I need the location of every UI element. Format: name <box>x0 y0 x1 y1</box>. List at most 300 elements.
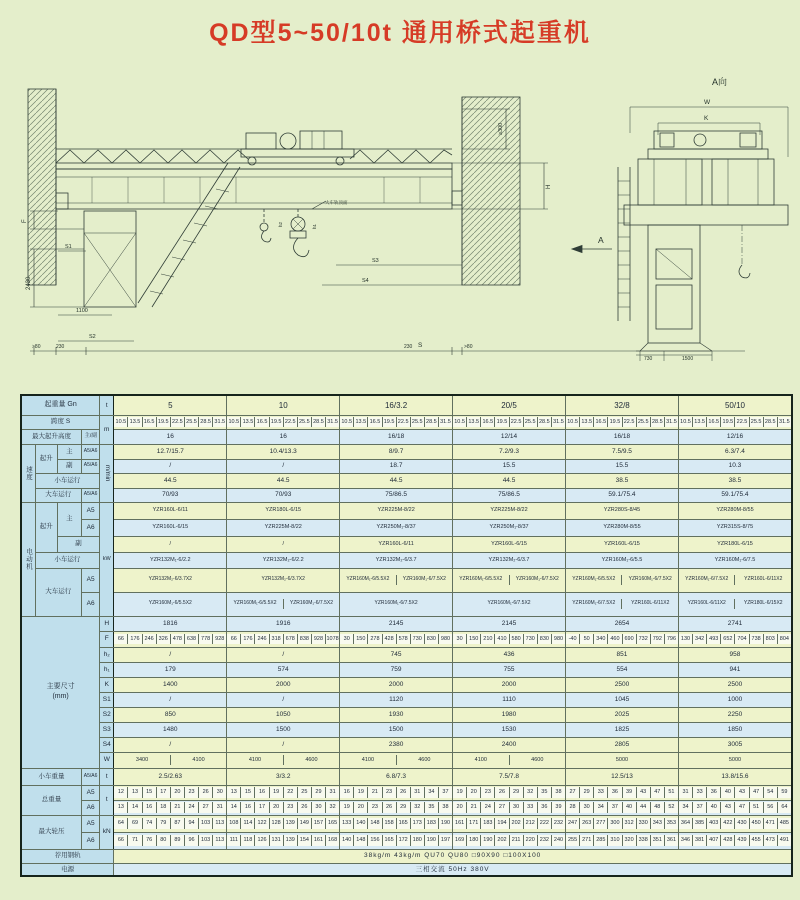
dim-label-h: H <box>546 184 552 189</box>
value-cell: 2380 <box>340 737 453 752</box>
value-cell: 439 <box>734 835 748 845</box>
value-cell: 1825 <box>566 722 679 737</box>
value-cell: 478 <box>170 634 184 644</box>
value-cell: 34 <box>593 802 607 812</box>
dim-row-S3: S3 <box>100 722 114 737</box>
value-cell: 39 <box>551 802 565 812</box>
end-view <box>618 107 788 361</box>
value-cell: 33 <box>593 787 607 797</box>
value-cell: 150 <box>353 634 367 644</box>
row-label-a5a6: A5/A6 <box>82 488 100 502</box>
value-cell: 20 <box>269 802 283 812</box>
value-cell: 428 <box>382 634 396 644</box>
value-cell: 59.1/75.4 <box>678 488 792 502</box>
value-cell: 179 <box>114 662 227 677</box>
dim-label-s3: S3 <box>372 258 379 264</box>
unit-total-weight: t <box>100 785 114 815</box>
value-cell: 22.5 <box>170 417 184 427</box>
motor-cell: YZR315S-8/75 <box>678 519 792 536</box>
unit-motor: kW <box>100 502 114 616</box>
value-cell: 19.5 <box>156 417 170 427</box>
value-cell: 28.5 <box>311 417 325 427</box>
dim-label-1100: 1100 <box>76 308 88 314</box>
value-cell: 139 <box>283 818 297 828</box>
value-cell: 263 <box>579 818 593 828</box>
motor-cell <box>114 592 227 616</box>
row-label-crane-travel: 大车运行 <box>35 568 81 616</box>
f-values <box>678 631 792 647</box>
value-cell: 89 <box>170 835 184 845</box>
value-cell: 980 <box>438 634 452 644</box>
value-cell: 28.5 <box>650 417 664 427</box>
motor-cell: YZR280M-8/55 <box>566 519 679 536</box>
value-cell: 1110 <box>453 692 566 707</box>
value-cell: 94 <box>184 818 198 828</box>
value-cell: 16 <box>227 429 340 444</box>
value-cell: 5000 <box>615 756 629 763</box>
load-values <box>227 815 340 832</box>
dim-row-S1: S1 <box>100 692 114 707</box>
value-cell: 16 <box>254 787 268 797</box>
weight-values <box>678 785 792 800</box>
value-cell: 37 <box>692 802 706 812</box>
value-cell: 33 <box>692 787 706 797</box>
value-cell: 210 <box>480 634 494 644</box>
value-cell: 838 <box>297 634 311 644</box>
value-cell: 351 <box>650 835 664 845</box>
value-cell: 455 <box>749 835 763 845</box>
value-cell: 70/93 <box>227 488 340 502</box>
span-values <box>453 415 566 429</box>
value-cell: 156 <box>367 835 381 845</box>
value-cell: 114 <box>240 818 254 828</box>
motor-cell <box>340 568 453 592</box>
value-cell: 34 <box>679 802 692 812</box>
value-cell: 804 <box>777 634 791 644</box>
value-cell: 652 <box>720 634 734 644</box>
f-values <box>340 631 453 647</box>
row-label-main: 主 <box>57 444 81 459</box>
value-cell: 1930 <box>340 707 453 722</box>
value-cell: 30 <box>453 634 466 644</box>
value-cell: 2500 <box>566 677 679 692</box>
value-cell: 493 <box>706 634 720 644</box>
value-cell: 25 <box>297 787 311 797</box>
weight-values <box>114 800 227 815</box>
value-cell: 183 <box>480 818 494 828</box>
value-cell: 14 <box>227 802 240 812</box>
value-cell: 407 <box>706 835 720 845</box>
value-cell: 23 <box>367 802 381 812</box>
value-cell: 28 <box>566 802 579 812</box>
value-cell: 3/3.2 <box>227 768 340 785</box>
value-cell: 830 <box>424 634 438 644</box>
value-cell: 436 <box>453 647 566 662</box>
unit-span: m <box>100 415 114 444</box>
value-cell: 197 <box>438 835 452 845</box>
dim-row-h1: h₁ <box>100 662 114 677</box>
value-cell: 29 <box>579 787 593 797</box>
value-cell: 310 <box>607 835 621 845</box>
value-cell: 958 <box>678 647 792 662</box>
value-cell: 428 <box>720 835 734 845</box>
value-cell: 928 <box>311 634 325 644</box>
value-cell: 460 <box>607 634 621 644</box>
load-values <box>114 832 227 849</box>
f-values <box>227 631 340 647</box>
value-cell: 450 <box>749 818 763 828</box>
value-cell: 232 <box>537 835 551 845</box>
value-cell: 38 <box>438 802 452 812</box>
value-cell: 24 <box>184 802 198 812</box>
span-values <box>114 415 227 429</box>
f-values <box>453 631 566 647</box>
motor-cell <box>227 568 340 592</box>
weight-values <box>566 785 679 800</box>
value-cell: 21 <box>367 787 381 797</box>
value-cell: / <box>227 459 340 473</box>
value-cell: 47 <box>749 787 763 797</box>
dim-label-w: W <box>704 99 711 106</box>
value-cell: 246 <box>254 634 268 644</box>
value-cell: 51 <box>749 802 763 812</box>
value-cell: 10.5 <box>453 417 466 427</box>
value-cell: 10.5 <box>114 417 127 427</box>
motor-cell: YZR160L-6/15 <box>453 536 566 552</box>
value-cell: 759 <box>340 662 453 677</box>
weight-values <box>566 800 679 815</box>
value-cell: 25.5 <box>297 417 311 427</box>
value-cell: 1045 <box>566 692 679 707</box>
value-cell: 20 <box>453 802 466 812</box>
dim-row-W: W <box>100 752 114 768</box>
row-label-a6: A6 <box>82 800 100 815</box>
f-values <box>114 631 227 647</box>
row-label-capacity: 起重量 Gn <box>21 395 100 415</box>
row-label-power: 电源 <box>21 863 114 876</box>
weight-values <box>453 800 566 815</box>
motor-cell <box>678 568 792 592</box>
dim-row-H: H <box>100 616 114 631</box>
row-label-a5: A5 <box>82 815 100 832</box>
value-cell: YZR160M₁-6/7.5X2 <box>621 575 677 585</box>
value-cell: 56 <box>763 802 777 812</box>
value-cell: 3005 <box>678 737 792 752</box>
dim-label-h1: h1 <box>312 223 317 229</box>
value-cell: 10.5 <box>340 417 353 427</box>
value-cell: 16.5 <box>480 417 494 427</box>
value-cell: 29 <box>396 802 410 812</box>
value-cell: 50 <box>579 634 593 644</box>
value-cell: 103 <box>198 835 212 845</box>
value-cell: 21 <box>170 802 184 812</box>
value-cell: 580 <box>509 634 523 644</box>
value-cell: 578 <box>396 634 410 644</box>
value-cell: 212 <box>523 818 537 828</box>
value-cell: 25.5 <box>749 417 763 427</box>
load-values <box>566 832 679 849</box>
dim-label-s1: S1 <box>65 244 72 250</box>
value-cell: -40 <box>566 634 579 644</box>
value-cell: YZR160M₁-6/5.5X2 <box>340 575 395 585</box>
value-cell: 1500 <box>227 722 340 737</box>
value-cell: 161 <box>453 818 466 828</box>
value-cell: 26 <box>198 787 212 797</box>
value-cell: 17 <box>254 802 268 812</box>
value-cell: YZR160M₁-6/5.5X2 <box>566 575 621 585</box>
capacity-header: 50/10 <box>678 395 792 415</box>
value-cell: 70/93 <box>114 488 227 502</box>
value-cell: 22.5 <box>396 417 410 427</box>
value-cell: 96 <box>184 835 198 845</box>
value-cell: 202 <box>509 818 523 828</box>
value-cell: 113 <box>212 818 226 828</box>
value-cell: 10.5 <box>227 417 240 427</box>
value-cell: 2741 <box>678 616 792 631</box>
dim-label-1500: 1500 <box>682 356 694 362</box>
value-cell: YZR160L-6/11X2 <box>679 599 735 609</box>
value-cell: 312 <box>622 818 636 828</box>
value-cell: 1120 <box>340 692 453 707</box>
row-label-aux: 副 <box>57 459 81 473</box>
dim-row-S4: S4 <box>100 737 114 752</box>
value-cell: 13.5 <box>579 417 593 427</box>
value-cell: 23 <box>283 802 297 812</box>
value-cell: 10.3 <box>678 459 792 473</box>
value-cell: 37 <box>438 787 452 797</box>
dim-label-f: F <box>22 219 28 223</box>
stairs <box>138 163 240 307</box>
value-cell: 16/18 <box>566 429 679 444</box>
value-cell: 941 <box>678 662 792 677</box>
value-cell: 16.5 <box>593 417 607 427</box>
value-cell: 59 <box>777 787 791 797</box>
value-cell: 30 <box>340 634 353 644</box>
value-cell: 12.5/13 <box>566 768 679 785</box>
value-cell: 54 <box>763 787 777 797</box>
value-cell: 12.7/15.7 <box>114 444 227 459</box>
value-cell: 48 <box>650 802 664 812</box>
value-cell: YZR160M₁-6/5.5X2 <box>114 599 226 609</box>
value-cell: 342 <box>692 634 706 644</box>
value-cell: 28.5 <box>537 417 551 427</box>
elevation-and-end-view <box>0 53 800 389</box>
value-cell: 32 <box>325 802 339 812</box>
value-cell: 16/18 <box>340 429 453 444</box>
value-cell: 44 <box>636 802 650 812</box>
row-label-trolley-weight: 小车重量 <box>21 768 82 785</box>
value-cell: 118 <box>240 835 254 845</box>
value-cell: 173 <box>410 818 424 828</box>
value-cell: 678 <box>283 634 297 644</box>
value-cell: / <box>114 737 227 752</box>
value-cell: 20 <box>170 787 184 797</box>
value-cell: 36 <box>537 802 551 812</box>
value-cell: 79 <box>156 818 170 828</box>
value-cell: 343 <box>650 818 664 828</box>
value-cell: 285 <box>593 835 607 845</box>
value-cell: 31 <box>212 802 226 812</box>
value-cell: 33 <box>523 802 537 812</box>
value-cell: 19 <box>353 787 367 797</box>
motor-cell: / <box>114 536 227 552</box>
value-cell: 26 <box>297 802 311 812</box>
value-cell: 346 <box>679 835 692 845</box>
value-cell: 190 <box>438 818 452 828</box>
value-cell: 32 <box>410 802 424 812</box>
weight-values <box>227 785 340 800</box>
value-cell: 3400 <box>135 756 149 763</box>
value-cell: 12 <box>114 787 127 797</box>
row-label-total-weight: 总重量 <box>21 785 82 815</box>
value-cell: 778 <box>198 634 212 644</box>
motor-cell: YZR160L-6/11 <box>340 536 453 552</box>
value-cell: 850 <box>114 707 227 722</box>
row-label-trolley-travel: 小车运行 <box>35 552 100 568</box>
value-cell: 211 <box>509 835 523 845</box>
value-cell: 803 <box>763 634 777 644</box>
unit-trolley-weight: t <box>100 768 114 785</box>
value-cell: 47 <box>734 802 748 812</box>
value-cell: 13 <box>227 787 240 797</box>
row-label-a5a6: A5/A6 <box>82 459 100 473</box>
w-values <box>114 752 227 768</box>
value-cell: 28.5 <box>198 417 212 427</box>
value-cell: 381 <box>692 835 706 845</box>
dim-row-K: K <box>100 677 114 692</box>
row-label-a5: A5 <box>82 502 100 519</box>
value-cell: / <box>227 737 340 752</box>
load-values <box>453 832 566 849</box>
value-cell: 64 <box>777 802 791 812</box>
value-cell: 22.5 <box>509 417 523 427</box>
value-cell: 148 <box>353 835 367 845</box>
rail-value: 38kg/m 43kg/m QU70 QU80 □90X90 □100X100 <box>114 849 792 863</box>
load-values <box>227 832 340 849</box>
unit-capacity: t <box>100 395 114 415</box>
value-cell: 16 <box>240 802 254 812</box>
value-cell: 30 <box>311 802 325 812</box>
value-cell: 128 <box>269 818 283 828</box>
value-cell: YZR132M₂-6/3.7X2 <box>114 575 226 585</box>
weight-values <box>678 800 792 815</box>
value-cell: 27 <box>494 802 508 812</box>
value-cell: 928 <box>212 634 226 644</box>
value-cell: 52 <box>664 802 678 812</box>
load-values <box>566 815 679 832</box>
capacity-header: 10 <box>227 395 340 415</box>
value-cell: 491 <box>777 835 791 845</box>
value-cell: 18.7 <box>340 459 453 473</box>
value-cell: 30 <box>579 802 593 812</box>
dim-label-2430: 2430 <box>26 276 32 290</box>
value-cell: 31.5 <box>438 417 452 427</box>
value-cell: 410 <box>494 634 508 644</box>
motor-cell: YZR160L-6/11 <box>114 502 227 519</box>
value-cell: 180 <box>410 835 424 845</box>
crane-drawing <box>0 53 800 389</box>
value-cell: 220 <box>523 835 537 845</box>
value-cell: 14 <box>127 802 141 812</box>
value-cell: 64 <box>114 818 127 828</box>
value-cell: 38.5 <box>566 473 679 488</box>
value-cell: 10.5 <box>679 417 692 427</box>
load-values <box>453 815 566 832</box>
value-cell: 247 <box>566 818 579 828</box>
value-cell: 31.5 <box>551 417 565 427</box>
value-cell: 15 <box>142 787 156 797</box>
value-cell: 830 <box>537 634 551 644</box>
value-cell: 730 <box>410 634 424 644</box>
value-cell: 4100 <box>248 756 262 763</box>
value-cell: 13.5 <box>127 417 141 427</box>
row-label-span: 跨度 S <box>21 415 100 429</box>
value-cell: 111 <box>227 835 240 845</box>
value-cell: 1480 <box>114 722 227 737</box>
value-cell: 140 <box>353 818 367 828</box>
load-values <box>678 832 792 849</box>
value-cell: 76 <box>142 835 156 845</box>
dim-label-s2: S2 <box>89 334 96 340</box>
motor-cell: / <box>227 536 340 552</box>
value-cell: 202 <box>494 835 508 845</box>
row-label-crane-travel: 大车运行 <box>35 488 81 502</box>
value-cell: 154 <box>297 835 311 845</box>
value-cell: 638 <box>184 634 198 644</box>
value-cell: 755 <box>453 662 566 677</box>
capacity-header: 32/8 <box>566 395 679 415</box>
dim-row-h2: h₂ <box>100 647 114 662</box>
value-cell: 13 <box>114 802 127 812</box>
aux-hook <box>260 209 271 242</box>
row-label-a6: A6 <box>82 592 100 616</box>
value-cell: 20 <box>353 802 367 812</box>
page-title: QD型5~50/10t 通用桥式起重机 <box>209 19 591 47</box>
value-cell: 20 <box>466 787 480 797</box>
label-arrow-a: A <box>598 235 604 245</box>
row-label-wheel-load: 最大轮压 <box>21 815 82 849</box>
value-cell: 165 <box>382 835 396 845</box>
w-values <box>566 752 679 768</box>
value-cell: 150 <box>466 634 480 644</box>
value-cell: 180 <box>466 835 480 845</box>
value-cell: 26 <box>382 802 396 812</box>
value-cell: 30 <box>509 802 523 812</box>
value-cell: 43 <box>734 787 748 797</box>
value-cell: 22.5 <box>283 417 297 427</box>
motor-cell: YZR225M-8/22 <box>340 502 453 519</box>
value-cell: 12/16 <box>678 429 792 444</box>
value-cell: 1850 <box>678 722 792 737</box>
value-cell: 26 <box>494 787 508 797</box>
value-cell: 1530 <box>453 722 566 737</box>
label-view-a: A向 <box>712 77 728 87</box>
value-cell: 168 <box>325 835 339 845</box>
value-cell: 66 <box>114 634 127 644</box>
value-cell: 165 <box>396 818 410 828</box>
value-cell: 31.5 <box>212 417 226 427</box>
value-cell: 13.8/15.6 <box>678 768 792 785</box>
value-cell: 176 <box>127 634 141 644</box>
value-cell: 16.5 <box>254 417 268 427</box>
value-cell: 2000 <box>453 677 566 692</box>
railing-truss-left <box>56 150 248 163</box>
value-cell: 278 <box>367 634 381 644</box>
motor-cell: YZR180L-6/15 <box>227 502 340 519</box>
right-wall-hatch <box>462 97 520 285</box>
value-cell: 300 <box>607 818 621 828</box>
value-cell: 1400 <box>114 677 227 692</box>
